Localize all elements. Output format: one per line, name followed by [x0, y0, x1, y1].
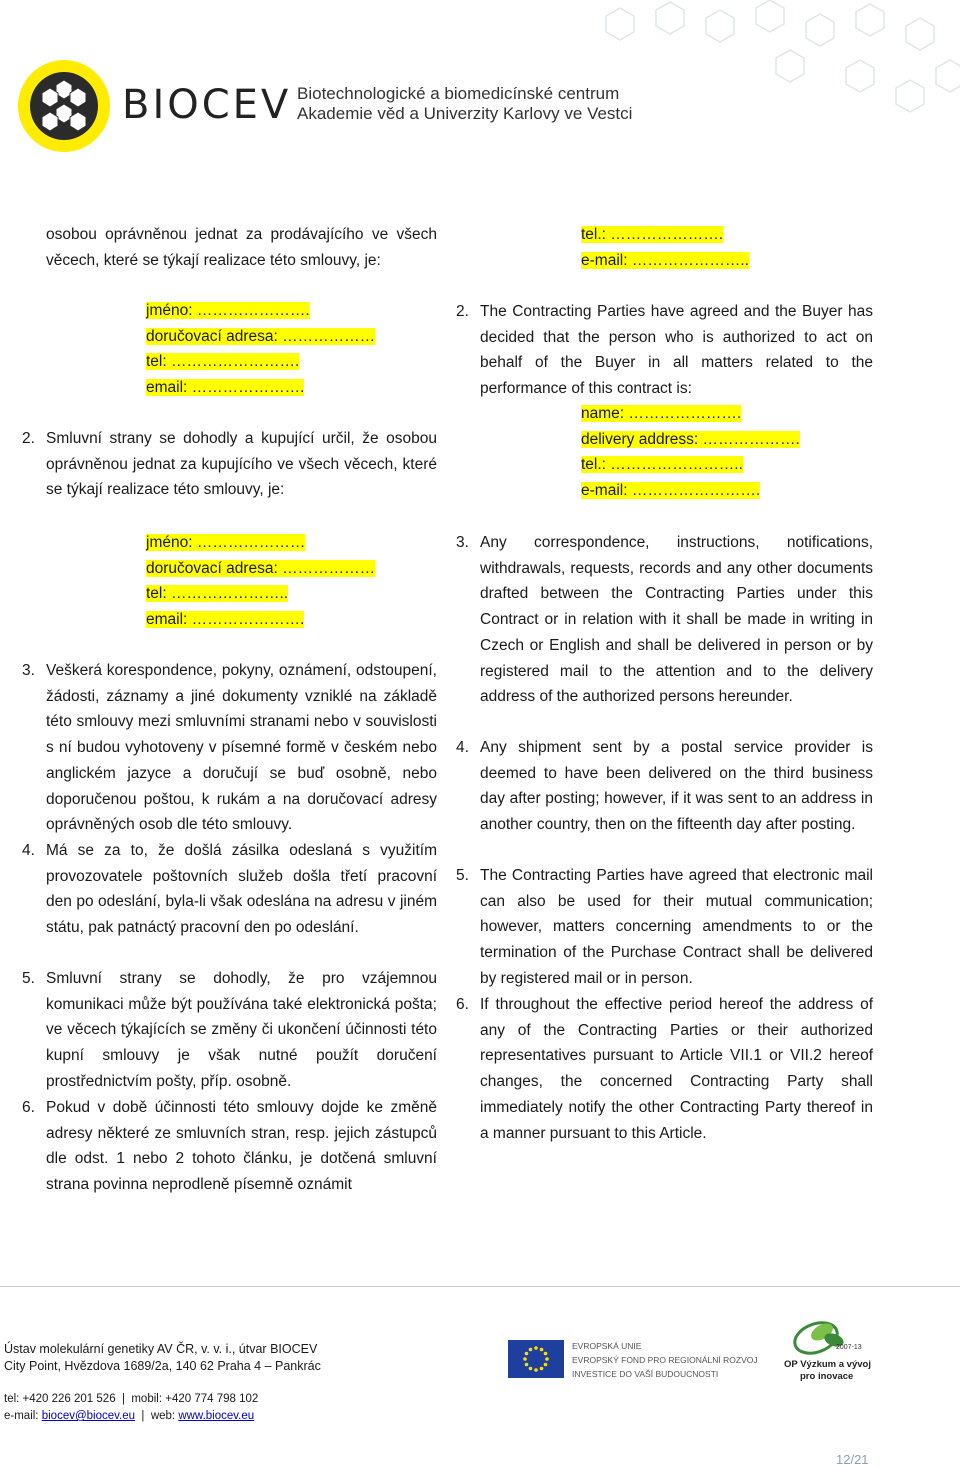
web-link[interactable]: www.biocev.eu — [178, 1410, 255, 1422]
eu-stars-icon — [508, 1340, 564, 1378]
buyer-email-field: email: …………………. — [146, 611, 305, 629]
item-text: Smluvní strany se dohodly a kupující určil, že osobou oprávněnou jednat za kupujícího ve všech věcech, které se týkají realizace této smlouvy, je: — [46, 430, 437, 499]
eu-line3: INVESTICE DO VAŠÍ BUDOUCNOSTI — [572, 1369, 719, 1379]
item-text: The Contracting Parties have agreed that electronic mail can also be used for their mutual communication; however, matters concerning amendments to or the termination of the Purchase Contract shall be delivered by registered mail or in person. — [480, 867, 873, 987]
right-buyer-fields — [581, 401, 800, 504]
left-item-2 — [22, 426, 437, 503]
seller-address-field: doručovací adresa: ……………… — [146, 327, 376, 345]
left-item-3 — [22, 658, 437, 838]
right-item-5 — [456, 863, 873, 992]
item-number: 5. — [456, 867, 469, 884]
seller-email-field: email: …………………. — [146, 379, 305, 397]
buyer-address-field-en: delivery address: ………………. — [581, 430, 800, 448]
item-text: Any correspondence, instructions, notifications, withdrawals, requests, records and any other documents drafted between the Contracting Parties under this Contract or in relation with it shall be made in writing in Czech or English and shall be delivered in person or by registered mail to the attention and to the delivery address of the authorized persons hereunder. — [480, 534, 873, 706]
item-number: 3. — [456, 534, 469, 551]
left-buyer-fields — [146, 530, 375, 633]
right-item-2 — [456, 299, 873, 402]
left-item-4 — [22, 838, 437, 941]
item-number: 4. — [22, 842, 35, 859]
buyer-email-field-en: e-mail: ……………………. — [581, 482, 761, 500]
left-item-6 — [22, 1095, 437, 1198]
seller-email-field-en: e-mail: ………………….. — [581, 251, 749, 269]
eu-flag-icon — [508, 1340, 564, 1378]
header-subtitle-1: Biotechnologické a biomedicínské centrum — [297, 84, 620, 103]
footer-contact-web — [4, 1410, 254, 1422]
item-text: The Contracting Parties have agreed and the Buyer has decided that the person who is authorized to act on behalf of the Buyer in all matters related to the performance of this contract is: — [480, 303, 873, 398]
footer-org-line1: Ústav molekulární genetiky AV ČR, v. v. i., útvar BIOCEV — [4, 1342, 318, 1356]
left-item-5 — [22, 966, 437, 1095]
buyer-address-field: doručovací adresa: ……………… — [146, 559, 376, 577]
biocev-logo — [16, 58, 112, 154]
item-text: Any shipment sent by a postal service provider is deemed to have been delivered on the third business day after posting; however, if it was sent to an address in another country, then on the fifteenth day after posting. — [480, 739, 873, 834]
item-text: Veškerá korespondence, pokyny, oznámení, odstoupení, žádosti, záznamy a jiné dokumenty vzniklé na základě této smlouvy mezi smluvními stranami nebo v souvislosti s ní budou vyhotoveny v písemné formě v českém nebo anglickém jazyce a doručují se buď osobně, nebo doporučenou poštou, k rukám a na doručovací adresy oprávněných osob dle této smlouvy. — [46, 662, 437, 834]
right-item-4 — [456, 735, 873, 838]
email-label: e-mail: — [4, 1410, 39, 1422]
op-year: 2007-13 — [836, 1344, 862, 1351]
header-subtitle-2: Akademie věd a Univerzity Karlovy ve Vestci — [297, 104, 633, 123]
right-seller-fields — [581, 222, 749, 273]
item-number: 4. — [456, 739, 469, 756]
item-text: Smluvní strany se dohodly, že pro vzájemnou komunikaci může být používána také elektronická pošta; ve věcech týkajících se změny či ukončení účinnosti této kupní smlouvy je však nutné použít doručení prostřednictvím pošty, příp. osobně. — [46, 970, 437, 1090]
email-link[interactable]: biocev@biocev.eu — [41, 1410, 136, 1422]
item-number: 2. — [22, 430, 35, 447]
biocev-logo-mark — [16, 58, 112, 154]
op-vavpi-logo — [786, 1314, 872, 1384]
header-hex-pattern — [560, 0, 960, 150]
item-text: If throughout the effective period hereof the address of any of the Contracting Parties or their authorized representatives pursuant to Article VII.1 or VII.2 hereof changes, the concerned Contracting Party shall immediately notify the other Contracting Party thereof in a manner pursuant to this Article. — [480, 996, 873, 1142]
separator: | — [138, 1410, 148, 1422]
item-text: Má se za to, že došlá zásilka odeslaná s využitím provozovatele poštovních služeb došla třetí pracovní den po odeslání, byla-li však odeslána na adresu v jiném státu, pak patnáctý pracovní den po odeslání. — [46, 842, 437, 937]
buyer-name-field: jméno: ………………… — [146, 534, 306, 551]
seller-tel-field-en: tel.: …………………. — [581, 226, 724, 243]
op-leaves-icon — [786, 1314, 872, 1360]
right-item-6 — [456, 992, 873, 1146]
seller-tel-field: tel: ……………………. — [146, 353, 300, 371]
seller-name-field: jméno: …………………. — [146, 302, 310, 319]
footer-org-line2: City Point, Hvězdova 1689/2a, 140 62 Praha 4 – Pankrác — [4, 1359, 321, 1373]
left-seller-fields — [146, 298, 375, 401]
item-number: 3. — [22, 662, 35, 679]
web-label: web: — [150, 1410, 176, 1422]
eu-line2: EVROPSKÝ FOND PRO REGIONÁLNÍ ROZVOJ — [572, 1355, 758, 1365]
op-line1: OP Výzkum a vývoj — [784, 1359, 871, 1370]
op-line2: pro inovace — [800, 1371, 854, 1382]
item-number: 5. — [22, 970, 35, 987]
logo-wordmark: BIOCEV — [122, 82, 292, 128]
right-item-3 — [456, 530, 873, 710]
item-number: 2. — [456, 303, 469, 320]
eu-line1: EVROPSKÁ UNIE — [572, 1341, 642, 1351]
footer-contact-phone: tel: +420 226 201 526 | mobil: +420 774 798 102 — [4, 1393, 259, 1405]
footer-divider — [0, 1286, 960, 1287]
buyer-tel-field: tel: ………………….. — [146, 585, 289, 603]
item-text: Pokud v době účinnosti této smlouvy dojde ke změně adresy některé ze smluvních stran, resp. jejich zástupců dle odst. 1 nebo 2 tohoto článku, je dotčená smluvní strana povinna neprodleně písemně oznámit — [46, 1099, 437, 1194]
buyer-tel-field-en: tel.: …………………….. — [581, 456, 743, 474]
item-number: 6. — [456, 996, 469, 1013]
item-number: 6. — [22, 1099, 35, 1116]
buyer-name-field-en: name: …………………. — [581, 405, 742, 422]
left-intro: osobou oprávněnou jednat za prodávajícího ve všech věcech, které se týkají realizace této smlouvy, je: — [46, 226, 437, 269]
page-number: 12/21 — [836, 1452, 869, 1467]
